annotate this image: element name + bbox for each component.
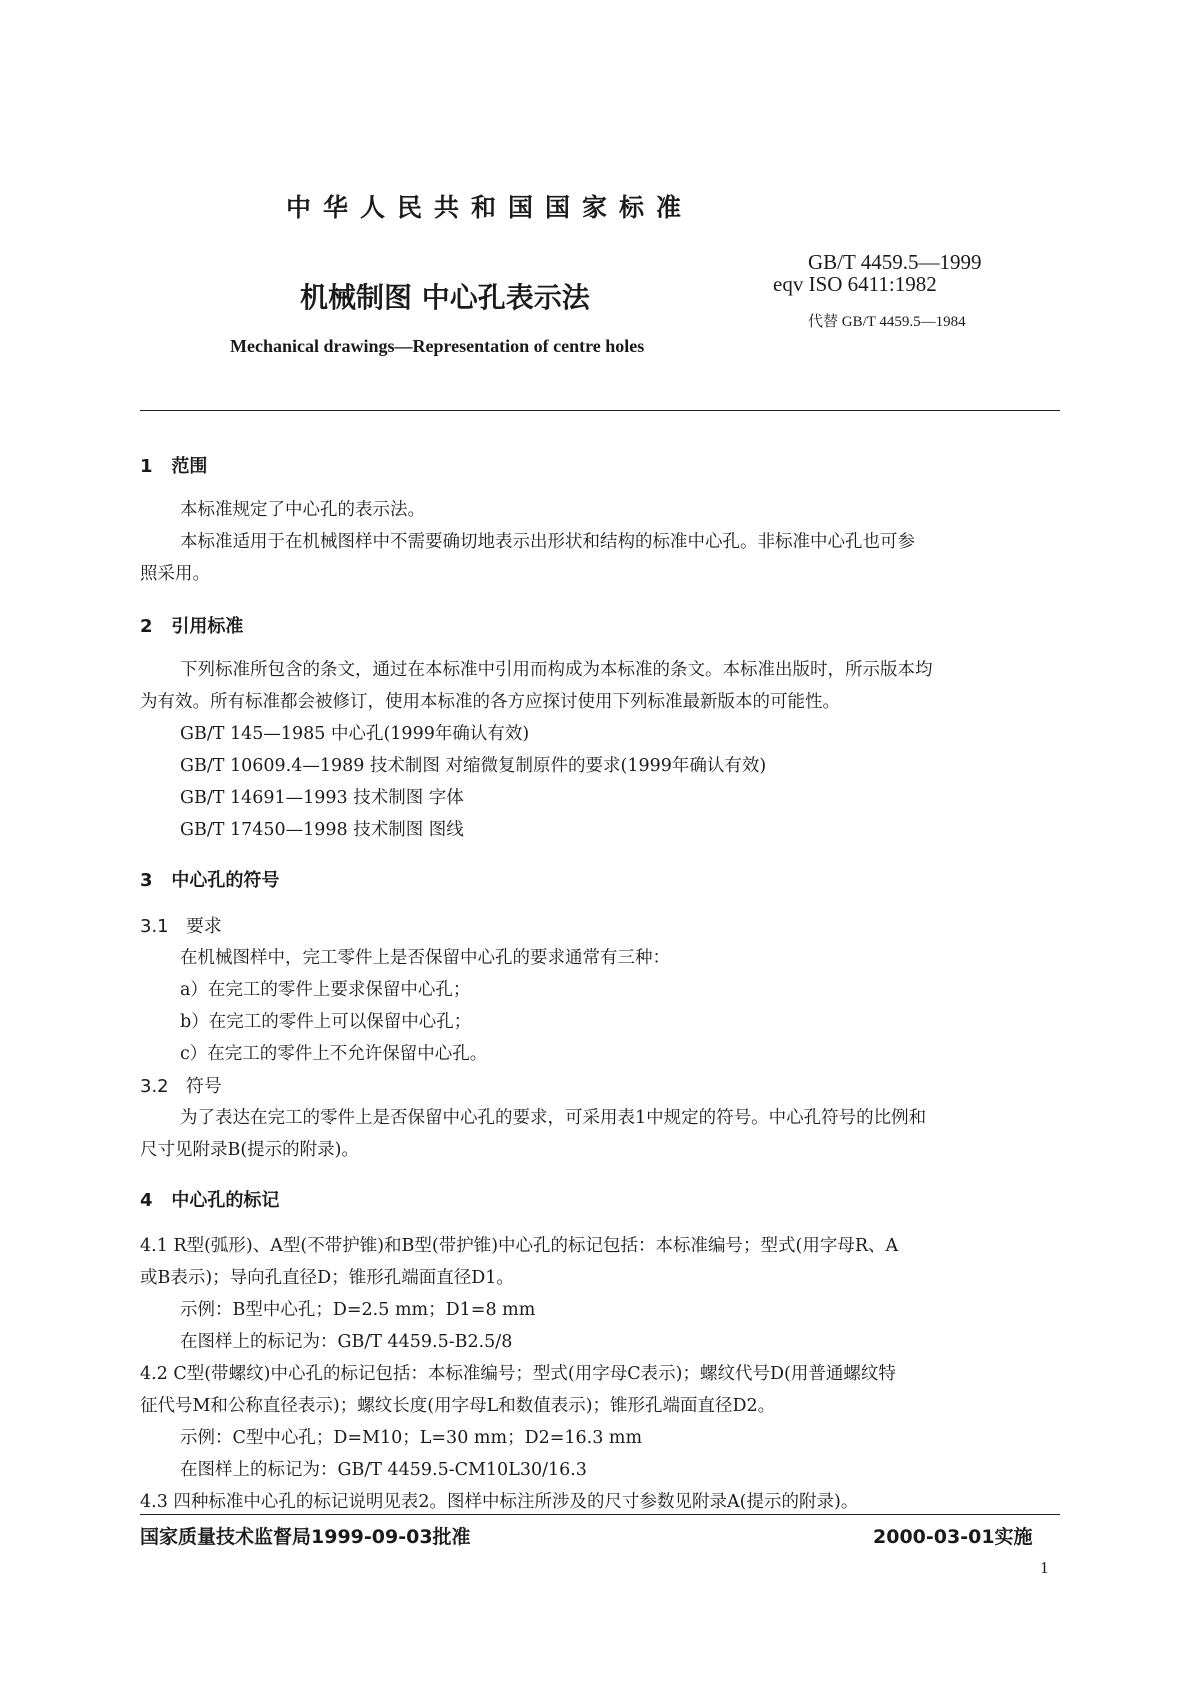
paragraph-line: 本标准规定了中心孔的表示法。	[180, 500, 425, 520]
section-title: 中心孔的标记	[171, 1190, 280, 1211]
clause-4-2-line: 征代号M和公称直径表示)；螺纹长度(用字母L和数值表示)；锥形孔端面直径D2。	[140, 1396, 776, 1416]
subsection-number: 3.1	[140, 916, 169, 937]
clause-4-2-line: 4.2 C型(带螺纹)中心孔的标记包括：本标准编号；型式(用字母C表示)；螺纹代号D(用普通螺纹特	[140, 1364, 896, 1384]
list-item: c）在完工的零件上不允许保留中心孔。	[180, 1044, 488, 1064]
section-number: 4	[140, 1190, 153, 1211]
list-item: b）在完工的零件上可以保留中心孔；	[180, 1012, 472, 1032]
marking-line: 在图样上的标记为：GB/T 4459.5-CM10L30/16.3	[180, 1460, 587, 1480]
section-number: 1	[140, 456, 153, 477]
subsection-heading-3-1	[140, 912, 222, 938]
paragraph-line: 尺寸见附录B(提示的附录)。	[140, 1140, 360, 1160]
section-title: 范围	[171, 456, 208, 477]
equivalent-code: eqv ISO 6411:1982	[773, 272, 937, 296]
section-heading-2	[140, 612, 243, 638]
reference-item: GB/T 14691—1993 技术制图 字体	[180, 788, 464, 808]
section-heading-4	[140, 1186, 279, 1212]
section-heading-3	[140, 866, 279, 892]
subsection-title: 要求	[185, 916, 222, 937]
reference-item: GB/T 10609.4—1989 技术制图 对缩微复制原件的要求(1999年确认有效)	[180, 756, 767, 776]
paragraph-line: 为有效。所有标准都会被修订，使用本标准的各方应探讨使用下列标准最新版本的可能性。	[140, 692, 840, 712]
example-line: 示例：C型中心孔；D=M10；L=30 mm；D2=16.3 mm	[180, 1428, 643, 1448]
section-number: 2	[140, 616, 153, 637]
standard-code: GB/T 4459.5—1999	[808, 250, 982, 274]
section-heading-1	[140, 452, 207, 478]
paragraph-line: 本标准适用于在机械图样中不需要确切地表示出形状和结构的标准中心孔。非标准中心孔也可参	[180, 532, 915, 552]
section-number: 3	[140, 870, 153, 891]
paragraph-line: 下列标准所包含的条文，通过在本标准中引用而构成为本标准的条文。本标准出版时，所示版本均	[180, 660, 933, 680]
header-divider	[140, 410, 1060, 411]
footer-divider	[140, 1514, 1060, 1515]
implementation-date: 2000-03-01实施	[873, 1526, 1033, 1548]
example-line: 示例：B型中心孔；D=2.5 mm；D1=8 mm	[180, 1300, 536, 1320]
list-item: a）在完工的零件上要求保留中心孔；	[180, 980, 471, 1000]
paragraph-line: 在机械图样中，完工零件上是否保留中心孔的要求通常有三种：	[180, 948, 670, 968]
subsection-number: 3.2	[140, 1076, 169, 1097]
subsection-title: 符号	[185, 1076, 222, 1097]
replaces-code: 代替 GB/T 4459.5—1984	[808, 314, 966, 330]
section-title: 中心孔的符号	[171, 870, 280, 891]
section-title: 引用标准	[171, 616, 244, 637]
national-standard-heading: 中华人民共和国国家标准	[286, 193, 694, 222]
paragraph-line: 照采用。	[140, 564, 210, 584]
clause-4-3-line: 4.3 四种标准中心孔的标记说明见表2。图样中标注所涉及的尺寸参数见附录A(提示的附录)。	[140, 1492, 859, 1512]
reference-item: GB/T 145—1985 中心孔(1999年确认有效)	[180, 724, 530, 744]
approval-note: 国家质量技术监督局1999-09-03批准	[140, 1526, 471, 1548]
clause-4-1-line: 4.1 R型(弧形)、A型(不带护锥)和B型(带护锥)中心孔的标记包括：本标准编号；型式(用字母R、A	[140, 1236, 899, 1256]
paragraph-line: 为了表达在完工的零件上是否保留中心孔的要求，可采用表1中规定的符号。中心孔符号的比例和	[180, 1108, 927, 1128]
document-title-en: Mechanical drawings—Representation of centre holes	[230, 336, 645, 356]
clause-4-1-line: 或B表示)；导向孔直径D；锥形孔端面直径D1。	[140, 1268, 514, 1288]
subsection-heading-3-2	[140, 1072, 222, 1098]
page-number: 1	[1040, 1558, 1049, 1577]
marking-line: 在图样上的标记为：GB/T 4459.5-B2.5/8	[180, 1332, 513, 1352]
reference-item: GB/T 17450—1998 技术制图 图线	[180, 820, 464, 840]
document-title-cn: 机械制图 中心孔表示法	[300, 281, 590, 314]
